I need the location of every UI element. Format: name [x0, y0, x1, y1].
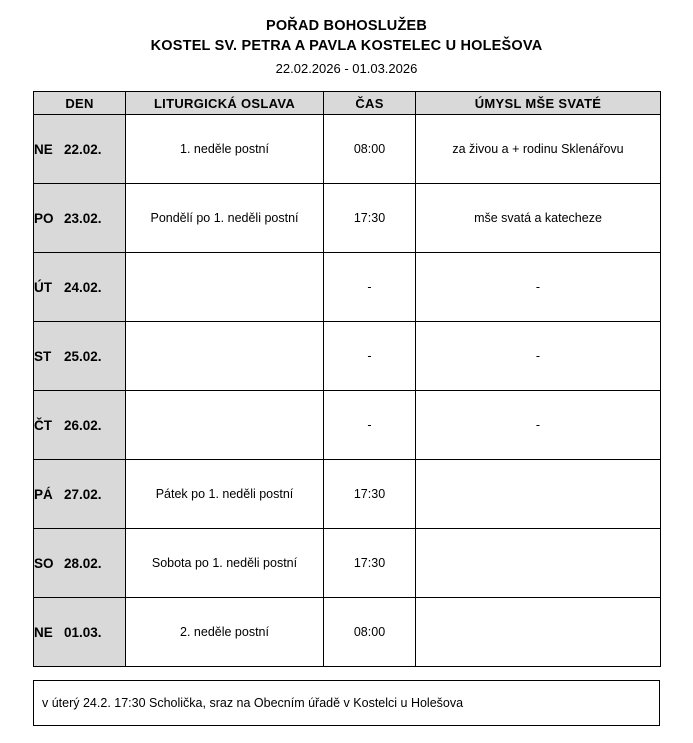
liturgy-cell [126, 322, 324, 391]
time-cell: - [324, 322, 416, 391]
table-row [34, 598, 661, 667]
footer-note-text: v úterý 24.2. 17:30 Scholička, sraz na Obecním úřadě v Kostelci u Holešova [42, 696, 464, 710]
day-date: 28.02. [64, 555, 102, 571]
intent-cell: - [416, 322, 661, 391]
table-row [34, 184, 661, 253]
footer-note-box [33, 680, 660, 726]
time-cell: 17:30 [324, 184, 416, 253]
time-cell: 08:00 [324, 598, 416, 667]
day-cell [34, 460, 126, 529]
day-cell [34, 391, 126, 460]
day-name: ČT [34, 417, 52, 433]
title-line-2: KOSTEL SV. PETRA A PAVLA KOSTELEC U HOLEŠOVA [150, 38, 543, 54]
time-cell: - [324, 253, 416, 322]
table-row [34, 391, 661, 460]
table-row [34, 460, 661, 529]
table-body [34, 115, 661, 667]
day-name: NE [34, 141, 53, 157]
intent-cell [416, 598, 661, 667]
time-cell: 17:30 [324, 529, 416, 598]
column-header-time: ČAS [324, 92, 416, 115]
table-row [34, 322, 661, 391]
day-date: 27.02. [64, 486, 102, 502]
liturgy-cell: Sobota po 1. neděli postní [126, 529, 324, 598]
table-header-row [34, 92, 661, 115]
time-cell: - [324, 391, 416, 460]
day-name: NE [34, 624, 53, 640]
title-line-1: POŘAD BOHOSLUŽEB [265, 18, 428, 34]
footer-wrapper [33, 680, 660, 726]
liturgy-cell: 2. neděle postní [126, 598, 324, 667]
day-cell [34, 322, 126, 391]
day-date: 24.02. [64, 279, 102, 295]
time-cell: 08:00 [324, 115, 416, 184]
day-date: 23.02. [64, 210, 102, 226]
day-cell [34, 253, 126, 322]
liturgy-cell [126, 253, 324, 322]
day-date: 26.02. [64, 417, 102, 433]
day-date: 01.03. [64, 624, 102, 640]
table-row [34, 115, 661, 184]
day-name: PO [34, 210, 54, 226]
column-header-intent: ÚMYSL MŠE SVATÉ [416, 92, 661, 115]
day-name: PÁ [34, 486, 53, 502]
day-date: 25.02. [64, 348, 102, 364]
liturgy-cell: Pondělí po 1. neděli postní [126, 184, 324, 253]
day-date: 22.02. [64, 141, 102, 157]
intent-cell [416, 460, 661, 529]
schedule-table [33, 91, 661, 667]
day-name: ST [34, 348, 52, 364]
day-cell [34, 184, 126, 253]
liturgy-cell [126, 391, 324, 460]
day-cell [34, 598, 126, 667]
day-name: ÚT [34, 279, 52, 295]
date-range: 22.02.2026 - 01.03.2026 [275, 61, 418, 76]
table-row [34, 253, 661, 322]
intent-cell: za živou a + rodinu Sklenářovu [416, 115, 661, 184]
table-row [34, 529, 661, 598]
intent-cell: - [416, 253, 661, 322]
liturgy-cell: 1. neděle postní [126, 115, 324, 184]
column-header-liturgy: LITURGICKÁ OSLAVA [126, 92, 324, 115]
schedule-table-wrapper [33, 91, 660, 667]
intent-cell [416, 529, 661, 598]
time-cell: 17:30 [324, 460, 416, 529]
day-cell [34, 529, 126, 598]
day-cell [34, 115, 126, 184]
document-header [0, 0, 693, 79]
column-header-day: DEN [34, 92, 126, 115]
intent-cell: mše svatá a katecheze [416, 184, 661, 253]
liturgy-cell: Pátek po 1. neděli postní [126, 460, 324, 529]
day-name: SO [34, 555, 54, 571]
intent-cell: - [416, 391, 661, 460]
